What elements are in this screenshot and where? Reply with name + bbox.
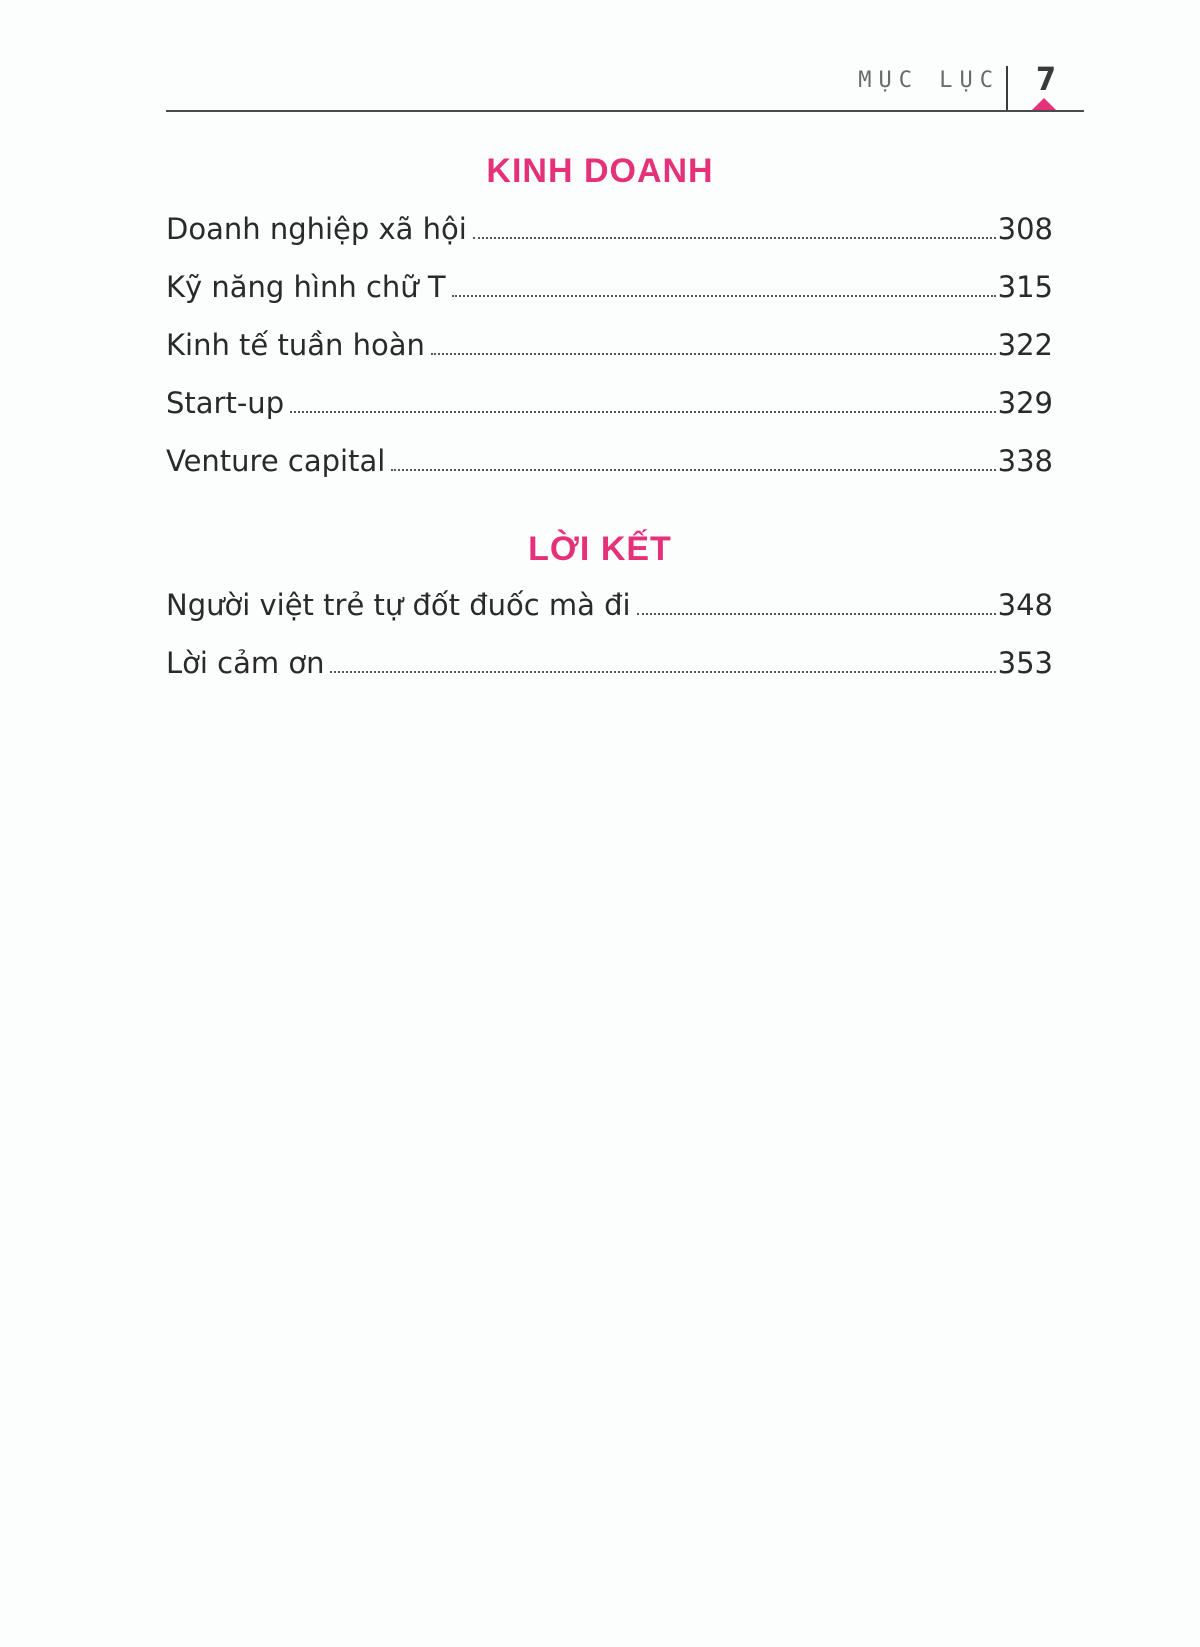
section-title-kinh-doanh: KINH DOANH: [486, 152, 714, 190]
toc-entry-page: 315: [997, 270, 1053, 304]
toc-entry: [166, 646, 1053, 704]
toc-entry: [166, 588, 1053, 646]
toc-entry-page: 322: [997, 328, 1053, 362]
toc-entry-page: 338: [997, 444, 1053, 478]
dot-leader: [431, 353, 996, 355]
section-title-loi-ket: LỜI KẾT: [528, 530, 672, 568]
triangle-marker-icon: [1032, 98, 1056, 110]
toc-entry: [166, 444, 1053, 502]
toc-entry: [166, 270, 1053, 328]
dot-leader: [330, 671, 995, 673]
toc-entry-page: 348: [997, 588, 1053, 622]
toc-list-loi-ket: [166, 588, 1053, 704]
toc-list-kinh-doanh: [166, 212, 1053, 502]
toc-entry-page: 308: [997, 212, 1053, 246]
toc-entry-page: 353: [997, 646, 1053, 680]
toc-entry: [166, 386, 1053, 444]
toc-entry-title: Start-up: [166, 386, 285, 420]
dot-leader: [290, 411, 996, 413]
dot-leader: [473, 237, 996, 239]
page-number: 7: [1036, 60, 1057, 98]
toc-entry-title: Lời cảm ơn: [166, 646, 325, 680]
dot-leader: [391, 469, 995, 471]
running-header-label: MỤC LỤC: [858, 68, 1000, 93]
dot-leader: [637, 613, 996, 615]
header-rule: [166, 110, 1084, 112]
toc-entry-title: Người việt trẻ tự đốt đuốc mà đi: [166, 588, 631, 622]
header-divider: [1006, 66, 1008, 112]
toc-entry: [166, 212, 1053, 270]
toc-entry: [166, 328, 1053, 386]
toc-entry-title: Kinh tế tuần hoàn: [166, 328, 425, 362]
toc-entry-page: 329: [997, 386, 1053, 420]
toc-entry-title: Doanh nghiệp xã hội: [166, 212, 467, 246]
toc-entry-title: Venture capital: [166, 444, 386, 478]
dot-leader: [452, 295, 996, 297]
running-header: [0, 0, 1200, 130]
toc-entry-title: Kỹ năng hình chữ T: [166, 270, 446, 304]
